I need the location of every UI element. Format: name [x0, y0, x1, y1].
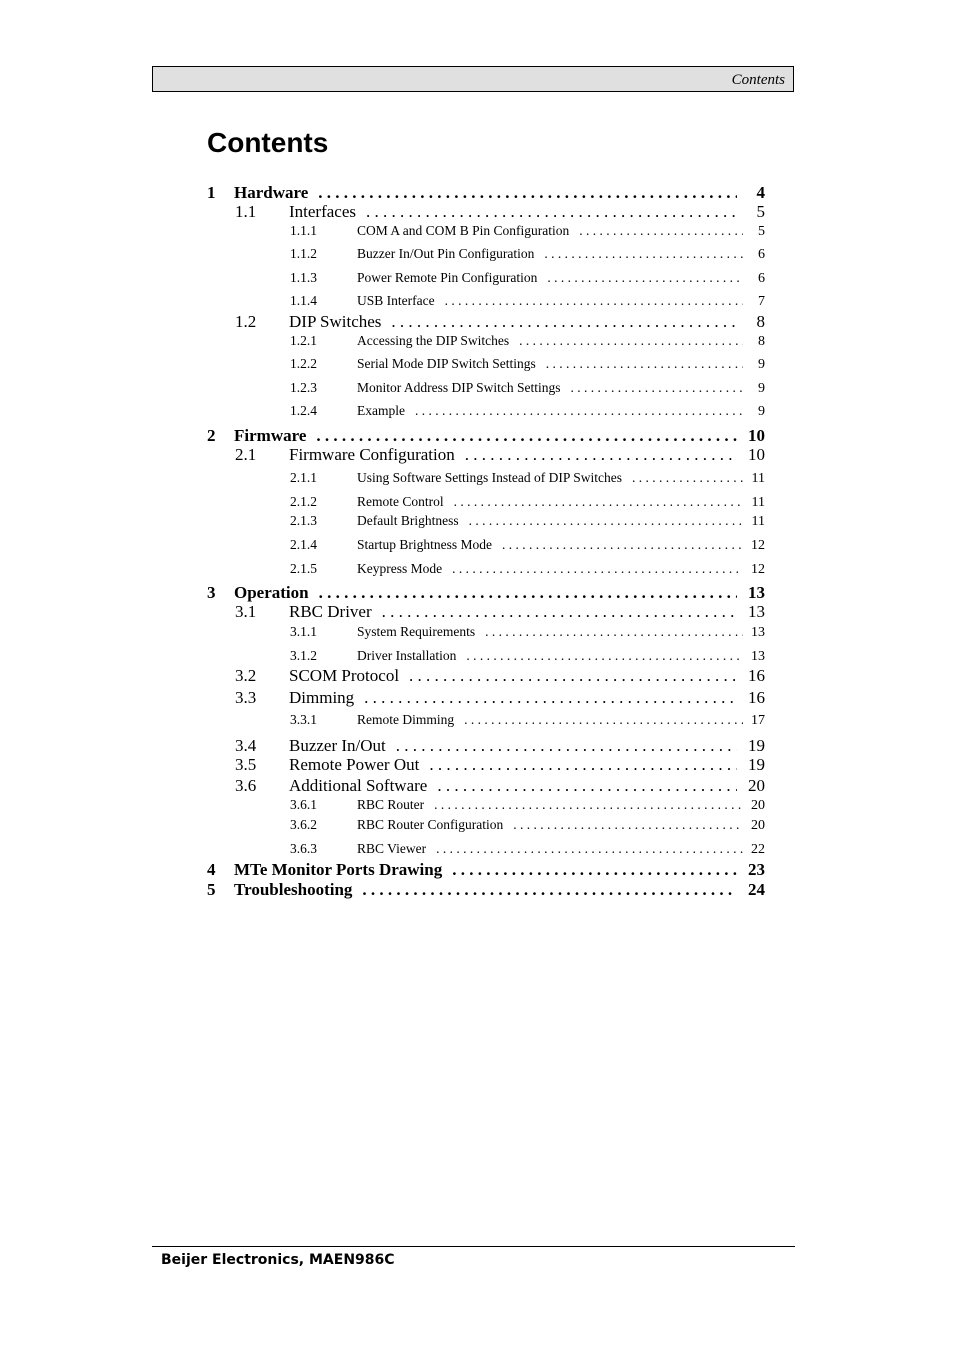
toc-entry-number: 3.3	[235, 688, 257, 707]
toc-entry-title: Operation	[234, 583, 309, 602]
toc-entry-page: 6	[758, 247, 765, 262]
toc-entry-title: Remote Power Out	[289, 755, 420, 774]
toc-entry[interactable]	[207, 666, 765, 686]
toc-entry-page: 8	[756, 312, 765, 331]
toc-entry[interactable]	[207, 648, 765, 668]
toc-entry-page: 16	[748, 688, 765, 707]
toc-entry[interactable]	[207, 246, 765, 266]
toc-dot-leader	[391, 312, 737, 332]
toc-entry-title: Driver Installation	[357, 648, 457, 663]
toc-entry-number: 3.3.1	[290, 712, 317, 727]
toc-entry[interactable]	[207, 841, 765, 861]
toc-dot-leader	[434, 797, 743, 813]
toc-entry-page: 20	[751, 798, 765, 813]
toc-dot-leader	[519, 333, 743, 349]
toc-entry-page: 16	[748, 666, 765, 685]
toc-dot-leader	[454, 494, 743, 510]
toc-entry[interactable]	[207, 513, 765, 533]
toc-dot-leader	[546, 356, 743, 372]
toc-entry-page: 20	[751, 818, 765, 833]
toc-entry[interactable]	[207, 470, 765, 490]
toc-entry[interactable]	[207, 223, 765, 243]
toc-entry-page: 9	[758, 357, 765, 372]
toc-dot-leader	[469, 513, 743, 529]
toc-entry-page: 12	[751, 538, 765, 553]
toc-entry[interactable]	[207, 797, 765, 817]
toc-entry-number: 3.6	[235, 776, 257, 795]
toc-dot-leader	[502, 537, 743, 553]
toc-dot-leader	[513, 817, 743, 833]
toc-entry-page: 13	[751, 649, 765, 664]
running-header-label: Contents	[731, 72, 785, 88]
toc-entry[interactable]	[207, 602, 765, 622]
toc-entry-title: Default Brightness	[357, 513, 459, 528]
toc-entry-number: 3.6.2	[290, 817, 317, 832]
toc-entry-page: 12	[751, 562, 765, 577]
toc-entry-number: 1.2.1	[290, 333, 317, 348]
toc-entry[interactable]	[207, 270, 765, 290]
toc-entry-title: Accessing the DIP Switches	[357, 333, 510, 348]
toc-entry-number: 3.1	[235, 602, 257, 621]
toc-entry-title: Monitor Address DIP Switch Settings	[357, 380, 561, 395]
toc-entry-number: 2.1.2	[290, 494, 317, 509]
toc-entry-page: 7	[758, 294, 765, 309]
toc-entry[interactable]	[207, 293, 765, 313]
toc-entry-page: 8	[758, 334, 765, 349]
toc-dot-leader	[632, 470, 743, 486]
toc-entry[interactable]	[207, 202, 765, 222]
toc-entry-number: 2.1.3	[290, 513, 317, 528]
toc-entry[interactable]	[207, 537, 765, 557]
toc-entry-number: 1.1	[235, 202, 257, 221]
footer-divider	[152, 1246, 795, 1247]
toc-entry-title: COM A and COM B Pin Configuration	[357, 223, 570, 238]
toc-entry-title: Buzzer In/Out	[289, 736, 386, 755]
toc-entry-number: 2	[207, 426, 216, 445]
toc-dot-leader	[437, 776, 737, 796]
toc-entry-page: 19	[748, 736, 765, 755]
toc-entry-page: 6	[758, 271, 765, 286]
toc-entry[interactable]	[207, 403, 765, 423]
toc-entry-title: RBC Driver	[289, 602, 372, 621]
toc-entry-title: Buzzer In/Out Pin Configuration	[357, 246, 535, 261]
toc-entry-page: 11	[751, 471, 765, 486]
toc-entry-title: MTe Monitor Ports Drawing	[234, 860, 443, 879]
toc-entry[interactable]	[207, 333, 765, 353]
toc-entry-number: 3.1.1	[290, 624, 317, 639]
toc-entry[interactable]	[207, 712, 765, 732]
toc-entry-title: USB Interface	[357, 293, 435, 308]
toc-entry[interactable]	[207, 860, 765, 880]
toc-entry-number: 1.1.2	[290, 246, 317, 261]
toc-entry-page: 11	[751, 495, 765, 510]
toc-entry-number: 1.1.1	[290, 223, 317, 238]
toc-entry-title: Remote Dimming	[357, 712, 455, 727]
toc-entry-number: 3.6.1	[290, 797, 317, 812]
toc-entry-number: 3	[207, 583, 216, 602]
toc-entry-page: 13	[751, 625, 765, 640]
toc-entry-title: System Requirements	[357, 624, 476, 639]
toc-dot-leader	[466, 648, 743, 664]
toc-entry-title: Hardware	[234, 183, 309, 202]
toc-entry-page: 22	[751, 842, 765, 857]
toc-dot-leader	[485, 624, 743, 640]
page-title: Contents	[207, 127, 329, 158]
toc-entry[interactable]	[207, 312, 765, 332]
toc-entry-title: Keypress Mode	[357, 561, 443, 576]
toc-entry-page: 19	[748, 755, 765, 774]
toc-entry[interactable]	[207, 624, 765, 644]
toc-entry-page: 10	[748, 426, 765, 445]
toc-dot-leader	[571, 380, 743, 396]
toc-entry-title: Interfaces	[289, 202, 357, 221]
toc-entry-number: 3.2	[235, 666, 257, 685]
toc-entry-title: RBC Router	[357, 797, 425, 812]
toc-entry-title: DIP Switches	[289, 312, 382, 331]
toc-entry-title: Power Remote Pin Configuration	[357, 270, 538, 285]
toc-dot-leader	[415, 403, 743, 419]
toc-entry-number: 2.1	[235, 445, 257, 464]
toc-entry-title: Using Software Settings Instead of DIP Switches	[357, 470, 622, 485]
toc-dot-leader	[318, 183, 737, 203]
toc-entry-page: 5	[758, 224, 765, 239]
toc-entry-title: Serial Mode DIP Switch Settings	[357, 356, 536, 371]
toc-entry-number: 3.6.3	[290, 841, 317, 856]
toc-entry-page: 11	[751, 514, 765, 529]
toc-entry-title: Troubleshooting	[234, 880, 353, 899]
toc-entry[interactable]	[207, 183, 765, 203]
toc-entry-page: 9	[758, 404, 765, 419]
toc-dot-leader	[429, 755, 737, 775]
toc-entry-number: 1.2.4	[290, 403, 317, 418]
toc-entry-page: 5	[756, 202, 765, 221]
toc-dot-leader	[316, 426, 737, 446]
toc-entry-title: RBC Viewer	[357, 841, 427, 856]
toc-entry-page: 13	[748, 583, 765, 602]
toc-entry-page: 9	[758, 381, 765, 396]
toc-entry-title: Dimming	[289, 688, 355, 707]
toc-entry[interactable]	[207, 561, 765, 581]
footer-text: Beijer Electronics, MAEN986C	[161, 1252, 395, 1268]
toc-entry-title: Firmware	[234, 426, 307, 445]
toc-dot-leader	[544, 246, 743, 262]
toc-entry-title: Firmware Configuration	[289, 445, 455, 464]
toc-entry-number: 3.1.2	[290, 648, 317, 663]
toc-entry-title: SCOM Protocol	[289, 666, 400, 685]
toc-entry-number: 1.1.3	[290, 270, 317, 285]
toc-entry-number: 2.1.4	[290, 537, 317, 552]
toc-dot-leader	[382, 602, 737, 622]
toc-entry-title: Additional Software	[289, 776, 428, 795]
toc-entry-number: 3.5	[235, 755, 257, 774]
toc-dot-leader	[396, 736, 737, 756]
toc-entry-page: 17	[751, 713, 765, 728]
toc-entry-number: 1.1.4	[290, 293, 317, 308]
toc-dot-leader	[445, 293, 743, 309]
toc-entry-page: 10	[748, 445, 765, 464]
toc-entry[interactable]	[207, 380, 765, 400]
toc-dot-leader	[366, 202, 737, 222]
toc-entry-number: 2.1.1	[290, 470, 317, 485]
toc-entry[interactable]	[207, 445, 765, 465]
toc-entry-number: 1.2.3	[290, 380, 317, 395]
toc-entry-page: 4	[756, 183, 765, 202]
toc-dot-leader	[579, 223, 743, 239]
toc-dot-leader	[319, 583, 737, 603]
toc-entry[interactable]	[207, 426, 765, 446]
toc-entry[interactable]	[207, 736, 765, 756]
toc-dot-leader	[364, 688, 737, 708]
toc-entry-number: 2.1.5	[290, 561, 317, 576]
toc-dot-leader	[362, 880, 737, 900]
toc-entry-number: 1.2	[235, 312, 257, 331]
toc-entry[interactable]	[207, 776, 765, 796]
toc-entry-page: 13	[748, 602, 765, 621]
toc-entry[interactable]	[207, 688, 765, 708]
toc-entry-page: 20	[748, 776, 765, 795]
toc-entry-title: Example	[357, 403, 405, 418]
toc-dot-leader	[409, 666, 737, 686]
toc-entry-number: 3.4	[235, 736, 257, 755]
toc-dot-leader	[465, 445, 737, 465]
toc-entry-number: 1.2.2	[290, 356, 317, 371]
toc-entry-title: RBC Router Configuration	[357, 817, 504, 832]
toc-entry[interactable]	[207, 817, 765, 837]
toc-entry-title: Remote Control	[357, 494, 444, 509]
toc-entry[interactable]	[207, 755, 765, 775]
toc-dot-leader	[436, 841, 743, 857]
toc-dot-leader	[464, 712, 743, 728]
toc-dot-leader	[547, 270, 743, 286]
toc-entry[interactable]	[207, 880, 765, 900]
toc-entry-page: 23	[748, 860, 765, 879]
toc-entry-number: 4	[207, 860, 216, 879]
toc-entry[interactable]	[207, 356, 765, 376]
toc-entry-page: 24	[748, 880, 765, 899]
toc-entry-number: 1	[207, 183, 216, 202]
toc-entry-title: Startup Brightness Mode	[357, 537, 492, 552]
toc-entry-number: 5	[207, 880, 216, 899]
toc-entry[interactable]	[207, 494, 765, 514]
toc-entry[interactable]	[207, 583, 765, 603]
toc-dot-leader	[452, 860, 737, 880]
toc-dot-leader	[452, 561, 743, 577]
running-header	[152, 66, 794, 92]
